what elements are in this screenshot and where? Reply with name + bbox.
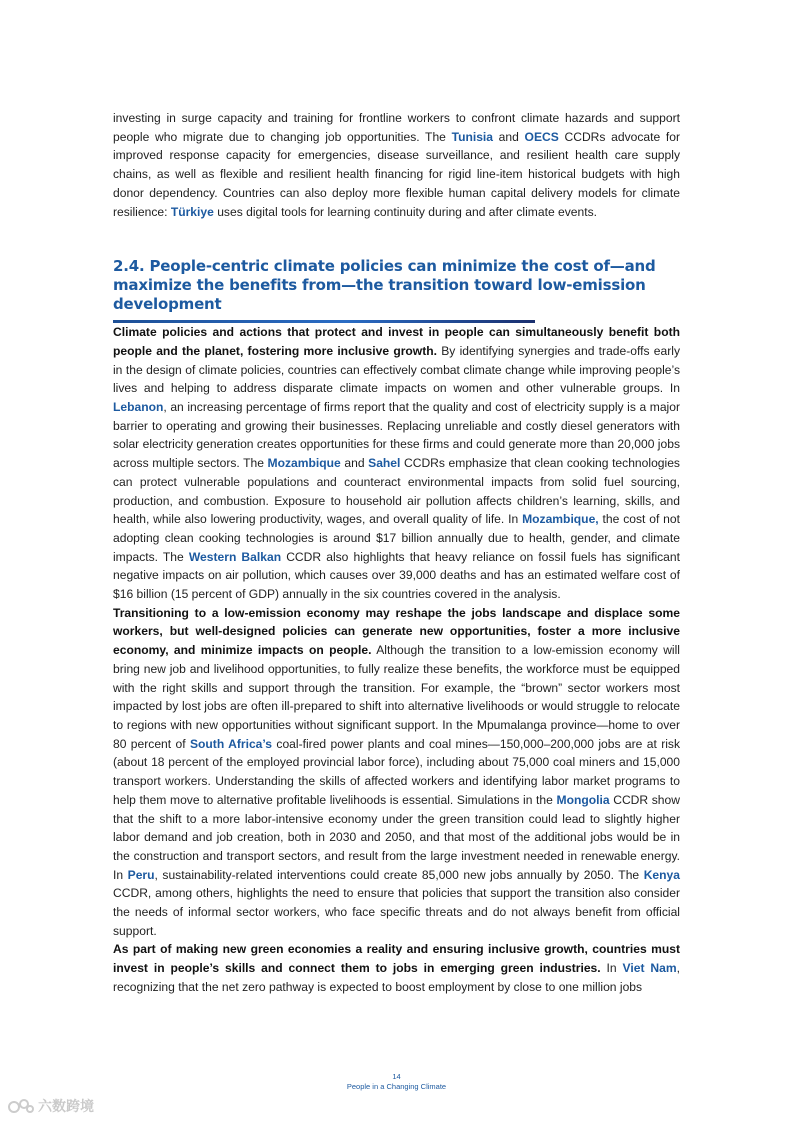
- text-run: coal-fired power plants and coal mines—150,000–200,000 jobs are at risk (about 18 percent of the employed provincial labor force), including about 75,000 coal miners and 15,000 transport workers. Understanding the skills of affected workers and identifying labor market programs to help them move to alternative profitable livelihoods is essential. Simulations in the: [113, 736, 680, 807]
- text-run: , an increasing percentage of firms report that the quality and cost of electricity supply is a major barrier to operating and growing their businesses. Replacing unreliable and costly diesel generators with solar electricity generation creates opportunities for these firms and could generate more than 20,000 jobs across multiple sectors. The: [113, 400, 680, 471]
- text-run: and: [340, 456, 369, 471]
- lead-sentence: As part of making new green economies a reality and ensuring inclusive growth, countries must invest in people’s skills and connect them to jobs in emerging green industries.: [113, 942, 680, 976]
- country-link[interactable]: OECS: [524, 129, 559, 144]
- watermark-text: 六数跨境: [38, 1098, 94, 1114]
- lead-sentence: Climate policies and actions that protect and invest in people can simultaneously benefit both people and the planet, fostering more inclusive growth.: [113, 325, 680, 358]
- text-run: , recognizing that the net zero pathway is expected to boost employment by close to one million jobs: [113, 961, 680, 994]
- country-link[interactable]: Tunisia: [451, 129, 494, 144]
- lead-sentence: Transitioning to a low-emission economy may reshape the jobs landscape and displace some workers, but well-designed policies can generate new opportunities, foster a more inclusive economy, and minimize impacts on people.: [113, 605, 680, 658]
- text-run: CCDR, among others, highlights the need to ensure that policies that support the transition also consider the needs of informal sector workers, who face specific threats and do not always benefit from official support.: [113, 886, 680, 938]
- page-number: 14: [392, 1072, 401, 1081]
- paragraph-jobs-transition: [113, 604, 680, 941]
- country-link[interactable]: Kenya: [643, 867, 680, 882]
- watermark: [8, 1096, 94, 1116]
- text-run: investing in surge capacity and training for frontline workers to confront climate hazards and support people who migrate due to changing job opportunities. The: [113, 111, 680, 144]
- country-link[interactable]: Mozambique: [267, 456, 341, 471]
- text-run: uses digital tools for learning continuity during and after climate events.: [213, 204, 598, 219]
- country-link[interactable]: Mozambique,: [522, 512, 599, 527]
- country-link[interactable]: South Africa’s: [189, 736, 273, 751]
- country-link[interactable]: Mongolia: [556, 792, 610, 807]
- text-run: and: [493, 129, 525, 144]
- country-link[interactable]: Viet Nam: [622, 961, 677, 976]
- text-run: Although the transition to a low-emission economy will bring new job and livelihood opportunities, to fully realize these benefits, the workforce must be equipped with the right skills and support through the transition. For example, the “brown” sector workers most impacted by lost jobs are often ill-prepared to shift into alternative livelihoods or would struggle to relocate to regions with new opportunities without significant support. In the Mpumalanga province—home to over 80 percent of: [113, 643, 680, 751]
- text-run: CCDR show that the shift to a more labor-intensive economy under the green transition could lead to slightly higher labor demand and job creation, both in 2030 and 2050, and that most of the additional jobs would be in the construction and transport sectors, and result from the large investment needed in renewable energy. In: [113, 792, 680, 882]
- section-heading: 2.4. People-centric climate policies can minimize the cost of—and maximize the benefits from—the transition toward low-emission development: [113, 257, 656, 314]
- text-run: CCDRs advocate for improved response capacity for emergencies, disease surveillance, and resilient health care supply chains, as well as flexible and resilient health financing for rigid line-item historical budgets with high donor dependency. Countries can also deploy more flexible human capital delivery models for climate resilience:: [113, 129, 680, 219]
- country-link[interactable]: Peru: [127, 867, 155, 882]
- country-link[interactable]: Sahel: [368, 456, 401, 471]
- country-link[interactable]: Türkiye: [170, 204, 214, 219]
- text-run: In: [600, 961, 623, 976]
- text-run: CCDRs emphasize that clean cooking technologies can protect vulnerable populations and counteract environmental impacts from solid fuel sourcing, production, and combustion. Exposure to household air pollution affects children’s learning, skills, and health, while also lowering productivity, wages, and overall quality of life. In: [113, 456, 680, 527]
- paragraph-health-systems: [113, 109, 680, 221]
- section-2-4: [113, 257, 680, 323]
- report-title: People in a Changing Climate: [346, 1082, 447, 1091]
- page-content: [113, 109, 680, 997]
- text-run: , sustainability-related interventions could create 85,000 new jobs annually by 2050. The: [154, 867, 644, 882]
- country-link[interactable]: Western Balkan: [188, 549, 282, 564]
- country-link[interactable]: Lebanon: [113, 400, 164, 415]
- text-run: By identifying synergies and trade-offs early in the design of climate policies, countries can effectively combat climate change while improving people’s lives and helping to address disparate climate impacts on women and other vulnerable groups. In: [113, 343, 680, 396]
- paragraph-green-skills: [113, 940, 680, 996]
- watermark-logo-icon: [8, 1097, 34, 1115]
- text-run: CCDR also highlights that heavy reliance on fossil fuels has significant negative impacts on air pollution, which causes over 39,000 deaths and has an estimated welfare cost of $16 billion (15 percent of GDP) annually in the six countries covered in the analysis.: [113, 549, 680, 602]
- paragraph-people-centric-policies: [113, 323, 680, 604]
- page-footer: [0, 1072, 793, 1092]
- text-run: the cost of not adopting clean cooking technologies is around $17 billion annually due to health, gender, and climate impacts. The: [113, 512, 680, 564]
